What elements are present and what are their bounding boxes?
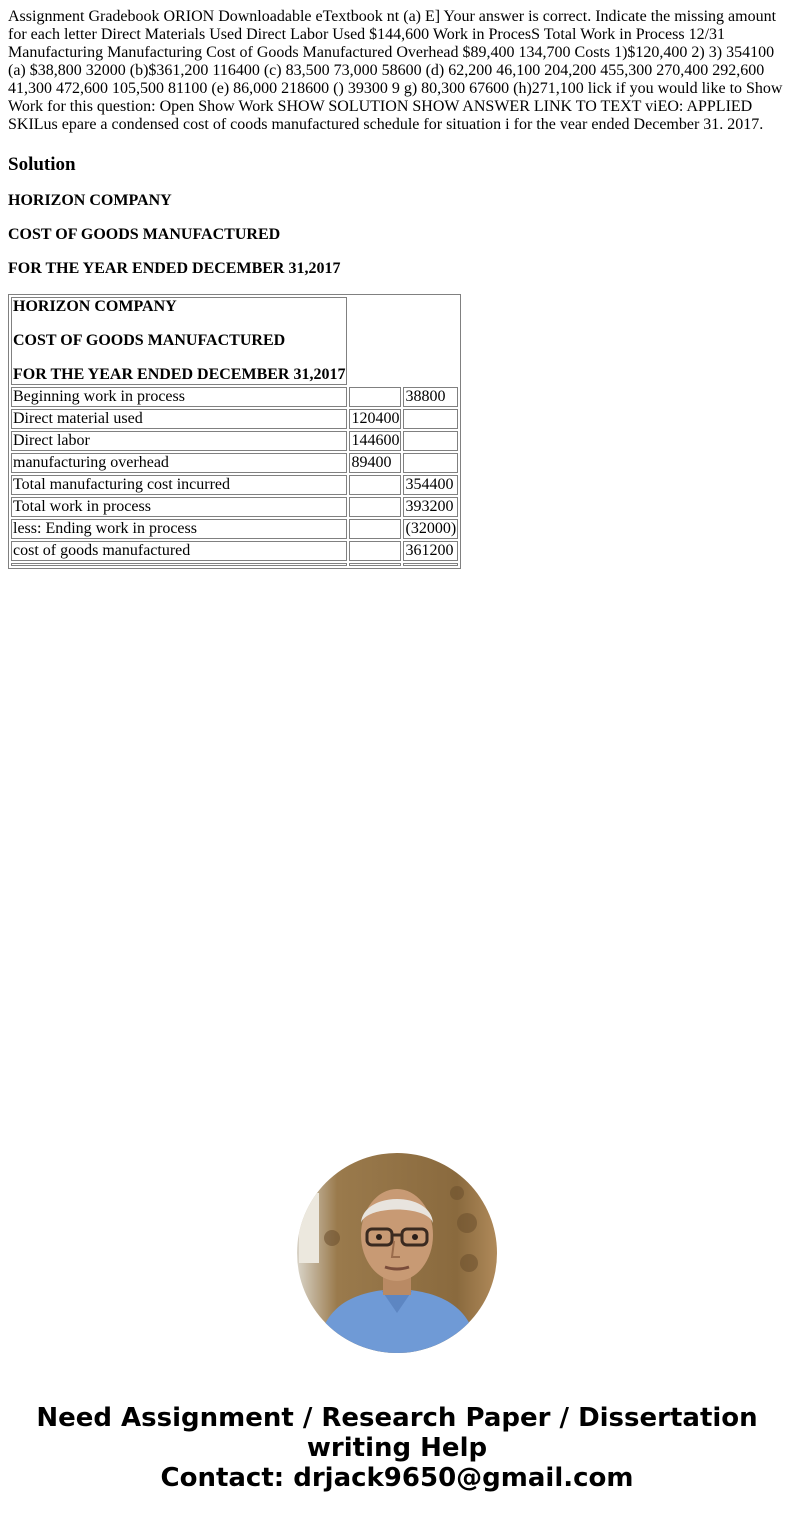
cost-of-goods-manufactured-table [8,294,461,569]
empty-cell [349,563,401,566]
row-total-amount: 354400 [403,475,458,495]
row-total-amount: 361200 [403,541,458,561]
row-label: Total manufacturing cost incurred [11,475,347,495]
empty-cell [11,563,347,566]
promo-line-1: Need Assignment / Research Paper / Dissertation [36,1403,758,1433]
table-title-cell [11,297,347,385]
table-row [11,453,458,473]
row-label: less: Ending work in process [11,519,347,539]
table-row [11,541,458,561]
row-detail-amount [349,541,401,561]
table-row [11,475,458,495]
table-row [11,497,458,517]
solution-statement-title: COST OF GOODS MANUFACTURED [8,226,281,243]
table-row [11,409,458,429]
table-row [11,431,458,451]
solution-period: FOR THE YEAR ENDED DECEMBER 31,2017 [8,260,341,277]
row-label: cost of goods manufactured [11,541,347,561]
row-detail-amount [349,387,401,407]
row-total-amount [403,453,458,473]
promo-contact-line: Contact: drjack9650@gmail.com [160,1463,634,1493]
solution-heading: Solution [8,154,76,175]
table-title-spacer [349,297,401,385]
row-label: Direct material used [11,409,347,429]
row-label: Direct labor [11,431,347,451]
table-row [11,519,458,539]
row-total-amount [403,431,458,451]
person-portrait-icon [297,1153,497,1353]
row-label: Total work in process [11,497,347,517]
row-detail-amount [349,497,401,517]
row-label: Beginning work in process [11,387,347,407]
question-text: Assignment Gradebook ORION Downloadable eTextbook nt (a) E] Your answer is correct. Indicate the missing amount for each letter Direct Materials Used Direct Labor Used $144,600 Work in ProcesS Total Work in Process 12/31 Manufacturing Manufacturing Cost of Goods Manufactured Overhead $89,400 134,700 Costs 1)$120,400 2) 3) 354100 (a) $38,800 32000 (b)$361,200 116400 (c) 83,500 73,000 58600 (d) 62,200 46,100 204,200 455,300 270,400 292,600 41,300 472,600 105,500 81100 (e) 86,000 218600 () 39300 9 g) 80,300 67600 (h)271,100 lick if you would like to Show Work for this question: Open Show Work SHOW SOLUTION SHOW ANSWER LINK TO TEXT viEO: APPLIED SKILus epare a condensed cost of coods manufactured schedule for situation i for the vear ended December 31. 2017. [8,8,783,133]
table-row [11,387,458,407]
row-detail-amount: 89400 [349,453,401,473]
row-total-amount: (32000) [403,519,458,539]
promo-line-2: writing Help [306,1433,488,1463]
row-total-amount: 38800 [403,387,458,407]
solution-company-name: HORIZON COMPANY [8,192,172,209]
row-detail-amount [349,519,401,539]
page-content [0,0,794,569]
row-detail-amount: 144600 [351,432,400,449]
empty-cell [403,563,458,566]
row-label: manufacturing overhead [11,453,347,473]
row-total-amount [403,409,458,429]
row-detail-amount: 120400 [351,410,400,427]
row-total-amount: 393200 [403,497,458,517]
table-empty-row [11,563,458,566]
table-title-spacer [403,297,458,385]
table-title-company: HORIZON COMPANY [13,298,177,315]
promo-banner [0,1403,794,1493]
row-detail-amount [349,475,401,495]
table-title-period: FOR THE YEAR ENDED DECEMBER 31,2017 [13,366,346,383]
author-avatar [297,1153,497,1353]
table-title-statement: COST OF GOODS MANUFACTURED [13,332,286,349]
table-title-row [11,297,458,385]
